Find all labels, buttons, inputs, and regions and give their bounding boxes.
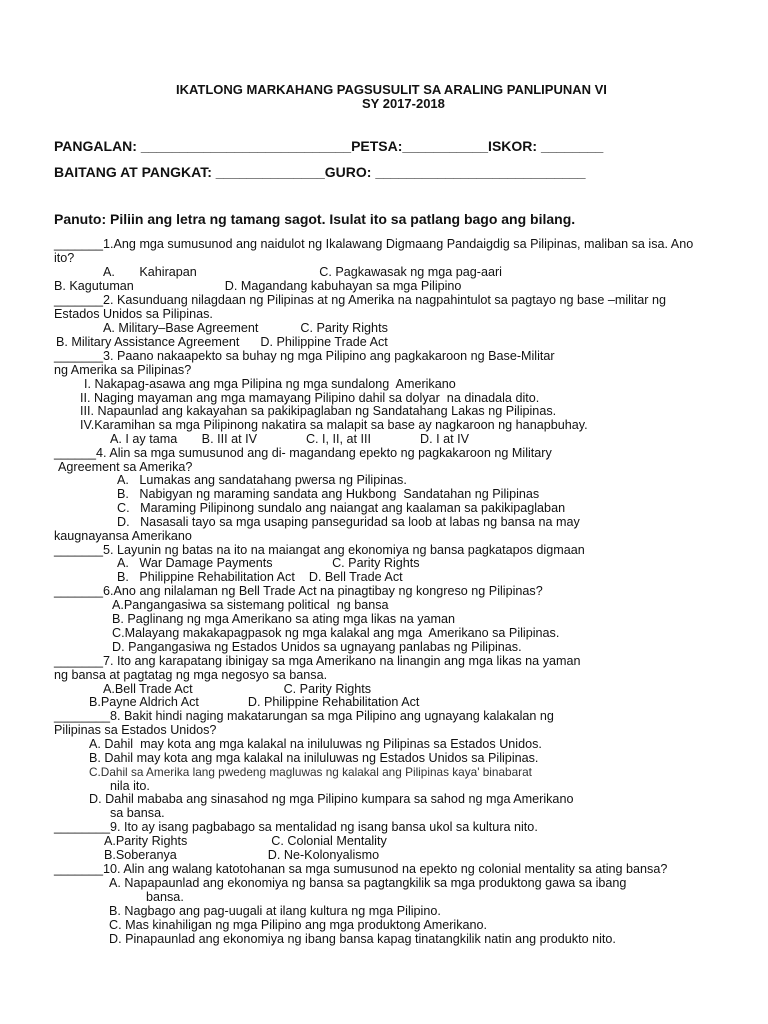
question-line: C. Maraming Pilipinong sundalo ang naiangat ang kaalaman sa pakikipaglaban <box>117 501 566 515</box>
question-line: B. Kagutuman D. Magandang kabuhayan sa mga Pilipino <box>54 279 462 293</box>
school-year: SY 2017-2018 <box>362 96 445 111</box>
question-line: ng bansa at pagtatag ng mga negosyo sa bansa. <box>54 668 328 682</box>
question-line: D. Nasasali tayo sa mga usaping panseguridad sa loob at labas ng bansa na may <box>117 515 580 529</box>
question-line: kaugnayansa Amerikano <box>54 529 192 543</box>
question-line: A.Parity Rights C. Colonial Mentality <box>104 834 387 848</box>
question-line: I. Nakapag-asawa ang mga Pilipina ng mga sundalong Amerikano <box>84 377 456 391</box>
question-line: B. Philippine Rehabilitation Act D. Bell Trade Act <box>117 570 403 584</box>
question-line: A.Bell Trade Act C. Parity Rights <box>103 682 372 696</box>
question-line: C.Malayang makakapagpasok ng mga kalakal ang mga Amerikano sa Pilipinas. <box>112 626 560 640</box>
question-line: ________9. Ito ay isang pagbabago sa mentalidad ng isang bansa ukol sa kultura nito. <box>54 820 538 834</box>
question-line: _______7. Ito ang karapatang ibinigay sa mga Amerikano na linangin ang mga likas na yaman <box>54 654 581 668</box>
question-line: D. Pinapaunlad ang ekonomiya ng ibang bansa kapag tinatangkilik natin ang produkto nito. <box>109 932 616 946</box>
question-line: B. Dahil may kota ang mga kalakal na iniluluwas ng Estados Unidos sa Pilipinas. <box>89 751 539 765</box>
question-line: A. I ay tama B. III at IV C. I, II, at III D. I at IV <box>110 432 470 446</box>
question-line: _______1.Ang mga sumusunod ang naidulot ng Ikalawang Digmaang Pandaigdig sa Pilipinas, maliban sa isa. Ano <box>54 237 694 251</box>
question-line: nila ito. <box>110 779 150 793</box>
exam-title: IKATLONG MARKAHANG PAGSUSULIT SA ARALING PANLIPUNAN VI <box>176 82 607 97</box>
question-line: _______2. Kasunduang nilagdaan ng Pilipinas at ng Amerika na nagpahintulot sa pagtayo ng base –militar ng <box>54 293 666 307</box>
question-line: ________8. Bakit hindi naging makatarungan sa mga Pilipino ang ugnayang kalakalan ng <box>54 709 554 723</box>
question-line: A.Pangangasiwa sa sistemang political ng bansa <box>112 598 389 612</box>
question-line: ng Amerika sa Pilipinas? <box>54 363 192 377</box>
question-line: A. Dahil may kota ang mga kalakal na iniluluwas ng Pilipinas sa Estados Unidos. <box>89 737 542 751</box>
question-line: C.Dahil sa Amerika lang pwedeng magluwas ng kalakal ang Pilipinas kaya' binabarat <box>89 765 532 779</box>
question-line: B. Nagbago ang pag-uugali at ilang kultura ng mga Pilipino. <box>109 904 441 918</box>
question-line: B. Military Assistance Agreement D. Philippine Trade Act <box>56 335 388 349</box>
question-line: bansa. <box>146 890 184 904</box>
question-line: Pilipinas sa Estados Unidos? <box>54 723 217 737</box>
question-line: A. Kahirapan C. Pagkawasak ng mga pag-aari <box>103 265 502 279</box>
question-line: A. Lumakas ang sandatahang pwersa ng Pilipinas. <box>117 473 407 487</box>
question-line: _______6.Ano ang nilalaman ng Bell Trade Act na pinagtibay ng kongreso ng Pilipinas? <box>54 584 543 598</box>
question-line: B. Nabigyan ng maraming sandata ang Hukbong Sandatahan ng Pilipinas <box>117 487 540 501</box>
question-line: sa bansa. <box>110 806 165 820</box>
question-line: ______4. Alin sa mga sumusunod ang di- magandang epekto ng pagkakaroon ng Military <box>54 446 552 460</box>
question-line: B.Payne Aldrich Act D. Philippine Rehabilitation Act <box>89 695 420 709</box>
question-line: B. Paglinang ng mga Amerikano sa ating mga likas na yaman <box>112 612 456 626</box>
question-line: _______5. Layunin ng batas na ito na maiangat ang ekonomiya ng bansa pagkatapos digmaan <box>54 543 585 557</box>
question-line: A. Napapaunlad ang ekonomiya ng bansa sa pagtangkilik sa mga produktong gawa sa ibang <box>109 876 627 890</box>
instructions: Panuto: Piliin ang letra ng tamang sagot. Isulat ito sa patlang bago ang bilang. <box>54 211 576 227</box>
question-line: II. Naging mayaman ang mga mamayang Pilipino dahil sa dolyar na dinadala dito. <box>80 391 540 405</box>
question-line: Agreement sa Amerika? <box>58 460 193 474</box>
question-line: A. War Damage Payments C. Parity Rights <box>117 556 420 570</box>
question-line: III. Napaunlad ang kakayahan sa pakikipaglaban ng Sandatahang Lakas ng Pilipinas. <box>80 404 557 418</box>
question-line: _______10. Alin ang walang katotohanan sa mga sumusunod na epekto ng colonial mentality sa ating bansa? <box>54 862 668 876</box>
question-line: IV.Karamihan sa mga Pilipinong nakatira sa malapit sa base ay nagkaroon ng hanapbuhay. <box>80 418 588 432</box>
grade-teacher-line: BAITANG AT PANGKAT: ______________GURO: ___________________________ <box>54 164 586 180</box>
question-line: A. Military–Base Agreement C. Parity Rights <box>103 321 388 335</box>
name-date-score-line: PANGALAN: ___________________________PETSA:___________ISKOR: ________ <box>54 138 604 154</box>
question-line: ito? <box>54 251 75 265</box>
question-line: B.Soberanya D. Ne-Kolonyalismo <box>104 848 380 862</box>
question-line: Estados Unidos sa Pilipinas. <box>54 307 213 321</box>
question-line: D. Dahil mababa ang sinasahod ng mga Pilipino kumpara sa sahod ng mga Amerikano <box>89 792 574 806</box>
question-line: _______3. Paano nakaapekto sa buhay ng mga Pilipino ang pagkakaroon ng Base-Militar <box>54 349 555 363</box>
question-line: D. Pangangasiwa ng Estados Unidos sa ugnayang panlabas ng Pilipinas. <box>112 640 522 654</box>
question-line: C. Mas kinahiligan ng mga Pilipino ang mga produktong Amerikano. <box>109 918 488 932</box>
